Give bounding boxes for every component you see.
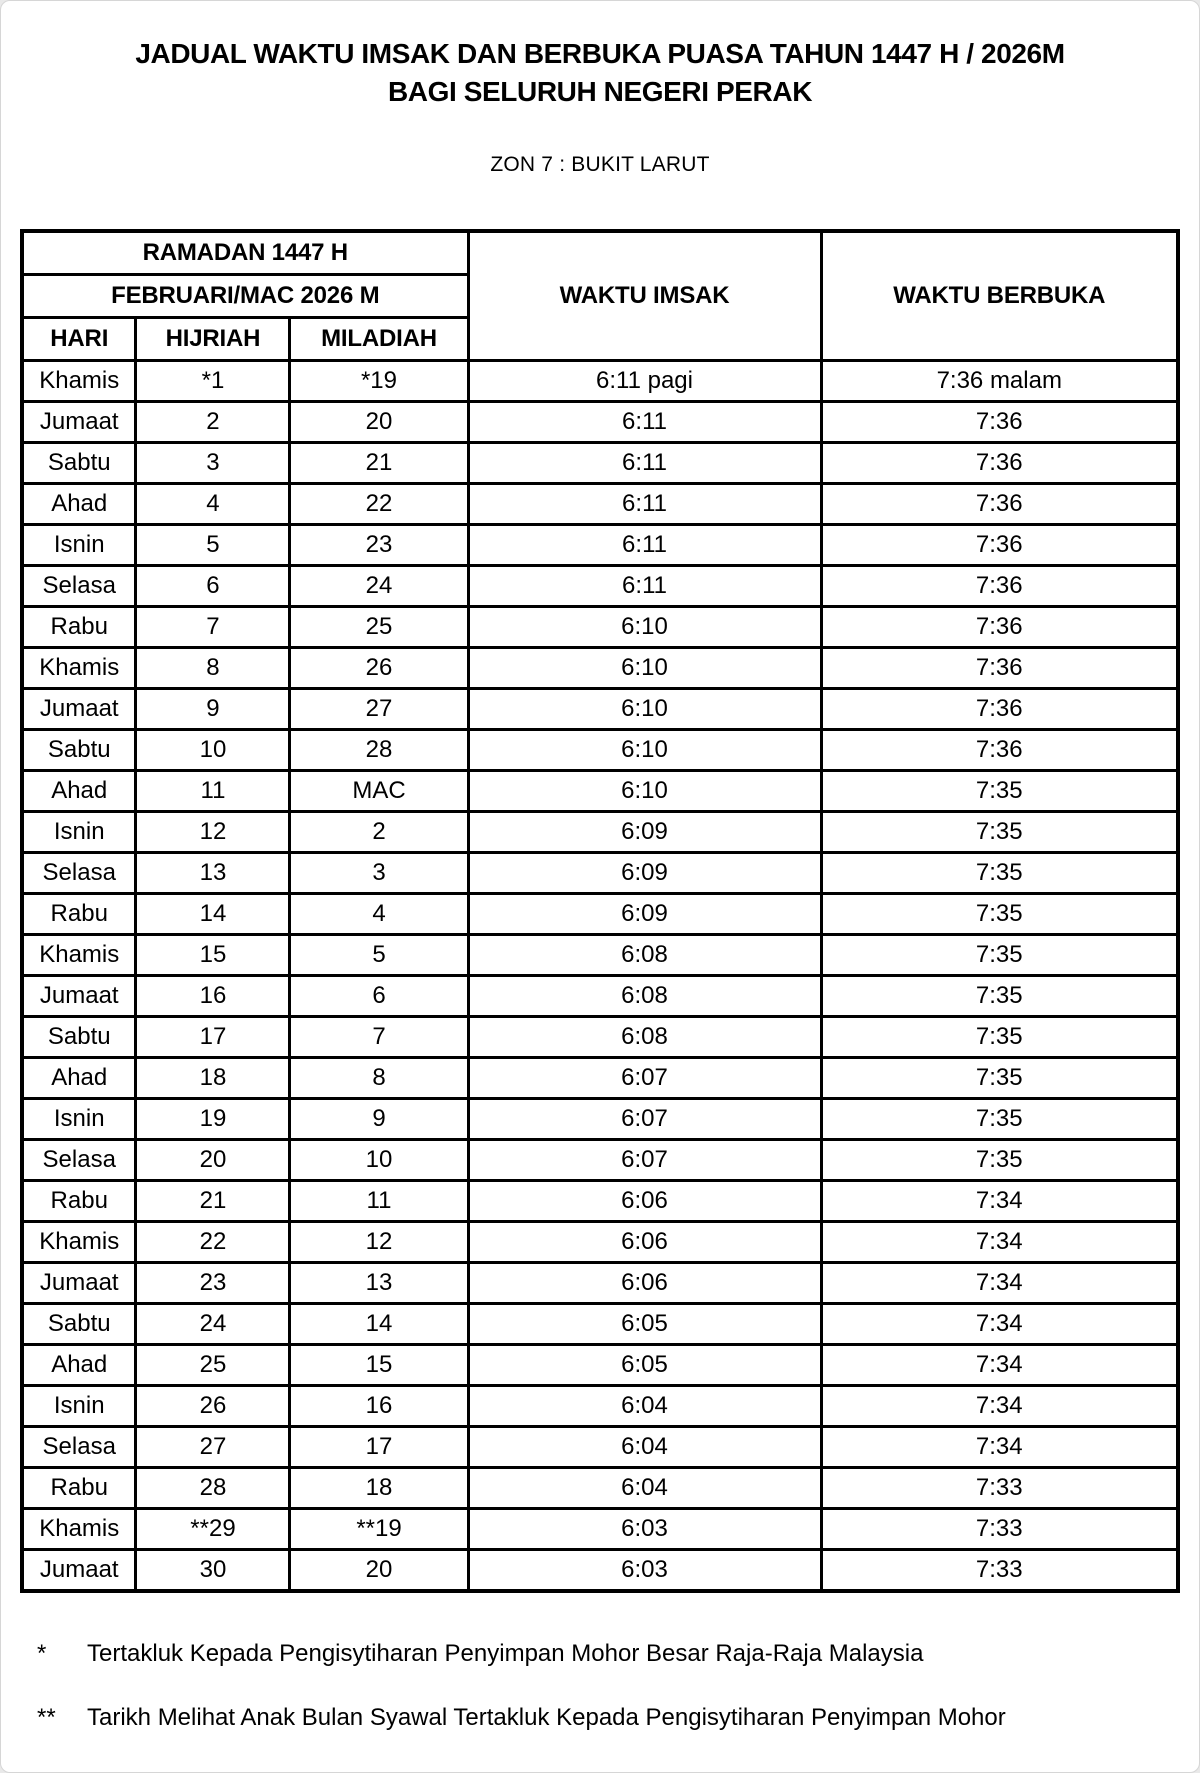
cell-miladiah: 11 <box>290 1181 468 1222</box>
cell-hari: Khamis <box>22 1222 136 1263</box>
cell-waktu-imsak: 6:11 <box>468 402 821 443</box>
cell-waktu-berbuka: 7:35 <box>821 894 1178 935</box>
cell-miladiah: 2 <box>290 812 468 853</box>
table-row <box>22 1427 1178 1468</box>
table-row <box>22 1099 1178 1140</box>
cell-waktu-imsak: 6:03 <box>468 1509 821 1550</box>
cell-waktu-imsak: 6:07 <box>468 1140 821 1181</box>
cell-miladiah: 4 <box>290 894 468 935</box>
cell-waktu-berbuka: 7:36 <box>821 443 1178 484</box>
cell-hijriah: 17 <box>136 1017 290 1058</box>
table-row <box>22 812 1178 853</box>
table-row <box>22 1550 1178 1592</box>
table-row <box>22 525 1178 566</box>
cell-miladiah: 27 <box>290 689 468 730</box>
footnote-double-asterisk <box>37 1703 1199 1733</box>
table-row <box>22 443 1178 484</box>
cell-hijriah: 13 <box>136 853 290 894</box>
cell-miladiah: 18 <box>290 1468 468 1509</box>
cell-hari: Isnin <box>22 1099 136 1140</box>
title-line-2: BAGI SELURUH NEGERI PERAK <box>387 76 813 107</box>
cell-waktu-berbuka: 7:36 <box>821 402 1178 443</box>
table-row <box>22 1386 1178 1427</box>
zone-label: ZON 7 : BUKIT LARUT <box>490 153 710 176</box>
cell-waktu-imsak: 6:10 <box>468 689 821 730</box>
table-row <box>22 361 1178 402</box>
cell-waktu-imsak: 6:08 <box>468 1017 821 1058</box>
cell-hari: Jumaat <box>22 1550 136 1592</box>
cell-hari: Selasa <box>22 853 136 894</box>
cell-hijriah: 11 <box>136 771 290 812</box>
cell-waktu-berbuka: 7:34 <box>821 1181 1178 1222</box>
cell-waktu-imsak: 6:10 <box>468 730 821 771</box>
cell-miladiah: 25 <box>290 607 468 648</box>
cell-waktu-imsak: 6:06 <box>468 1181 821 1222</box>
cell-hari: Rabu <box>22 1181 136 1222</box>
cell-hari: Selasa <box>22 1427 136 1468</box>
cell-waktu-berbuka: 7:34 <box>821 1345 1178 1386</box>
footnotes <box>37 1639 1199 1733</box>
table-row <box>22 1017 1178 1058</box>
cell-waktu-imsak: 6:05 <box>468 1304 821 1345</box>
cell-hari: Khamis <box>22 648 136 689</box>
cell-hijriah: 20 <box>136 1140 290 1181</box>
cell-miladiah: 9 <box>290 1099 468 1140</box>
cell-waktu-berbuka: 7:33 <box>821 1509 1178 1550</box>
cell-miladiah: 8 <box>290 1058 468 1099</box>
cell-waktu-imsak: 6:11 <box>468 525 821 566</box>
table-row <box>22 1304 1178 1345</box>
cell-hari: Ahad <box>22 1058 136 1099</box>
table-row <box>22 1140 1178 1181</box>
cell-waktu-imsak: 6:05 <box>468 1345 821 1386</box>
cell-waktu-berbuka: 7:36 <box>821 648 1178 689</box>
cell-waktu-imsak: 6:08 <box>468 935 821 976</box>
cell-hijriah: 12 <box>136 812 290 853</box>
cell-waktu-imsak: 6:06 <box>468 1263 821 1304</box>
cell-hijriah: 25 <box>136 1345 290 1386</box>
cell-waktu-berbuka: 7:36 <box>821 566 1178 607</box>
cell-hari: Jumaat <box>22 1263 136 1304</box>
cell-hari: Khamis <box>22 935 136 976</box>
table-row <box>22 853 1178 894</box>
header-col-gregorian: MILADIAH <box>290 318 468 361</box>
table-row <box>22 566 1178 607</box>
table-row <box>22 1058 1178 1099</box>
cell-hari: Sabtu <box>22 730 136 771</box>
cell-waktu-berbuka: 7:36 <box>821 484 1178 525</box>
cell-miladiah: 15 <box>290 1345 468 1386</box>
cell-waktu-berbuka: 7:35 <box>821 812 1178 853</box>
cell-hari: Rabu <box>22 894 136 935</box>
document-title <box>1 1 1199 111</box>
cell-waktu-berbuka: 7:35 <box>821 771 1178 812</box>
cell-hijriah: 7 <box>136 607 290 648</box>
cell-waktu-imsak: 6:11 <box>468 484 821 525</box>
table-row <box>22 648 1178 689</box>
cell-hari: Isnin <box>22 525 136 566</box>
cell-hijriah: 30 <box>136 1550 290 1592</box>
cell-waktu-berbuka: 7:36 <box>821 689 1178 730</box>
cell-hari: Ahad <box>22 1345 136 1386</box>
cell-waktu-imsak: 6:04 <box>468 1386 821 1427</box>
cell-hijriah: 10 <box>136 730 290 771</box>
cell-hari: Selasa <box>22 566 136 607</box>
table-row <box>22 935 1178 976</box>
cell-waktu-imsak: 6:10 <box>468 771 821 812</box>
cell-hari: Jumaat <box>22 402 136 443</box>
cell-hari: Isnin <box>22 1386 136 1427</box>
cell-waktu-imsak: 6:11 <box>468 443 821 484</box>
cell-waktu-berbuka: 7:35 <box>821 935 1178 976</box>
table-row <box>22 1345 1178 1386</box>
cell-miladiah: 26 <box>290 648 468 689</box>
cell-hijriah: *1 <box>136 361 290 402</box>
cell-hijriah: 21 <box>136 1181 290 1222</box>
table-row <box>22 1509 1178 1550</box>
cell-miladiah: MAC <box>290 771 468 812</box>
cell-miladiah: 3 <box>290 853 468 894</box>
cell-miladiah: 14 <box>290 1304 468 1345</box>
cell-hijriah: 5 <box>136 525 290 566</box>
cell-miladiah: 20 <box>290 1550 468 1592</box>
cell-waktu-berbuka: 7:35 <box>821 1017 1178 1058</box>
cell-waktu-berbuka: 7:34 <box>821 1304 1178 1345</box>
cell-hijriah: 18 <box>136 1058 290 1099</box>
table-row <box>22 689 1178 730</box>
cell-hijriah: 9 <box>136 689 290 730</box>
cell-miladiah: 23 <box>290 525 468 566</box>
table-row <box>22 1222 1178 1263</box>
cell-miladiah: 21 <box>290 443 468 484</box>
cell-hijriah: 16 <box>136 976 290 1017</box>
cell-waktu-imsak: 6:06 <box>468 1222 821 1263</box>
cell-hijriah: 14 <box>136 894 290 935</box>
footnote-marker: ** <box>37 1704 56 1731</box>
cell-hijriah: 24 <box>136 1304 290 1345</box>
cell-waktu-berbuka: 7:36 <box>821 607 1178 648</box>
table-row <box>22 1263 1178 1304</box>
cell-hijriah: **29 <box>136 1509 290 1550</box>
header-col-hijri: HIJRIAH <box>136 318 290 361</box>
table-row <box>22 484 1178 525</box>
table-row <box>22 730 1178 771</box>
header-row-hijri-month <box>22 231 1178 275</box>
table-header <box>22 231 1178 361</box>
cell-waktu-imsak: 6:03 <box>468 1550 821 1592</box>
cell-waktu-berbuka: 7:36 malam <box>821 361 1178 402</box>
cell-waktu-berbuka: 7:33 <box>821 1550 1178 1592</box>
header-month-gregorian: FEBRUARI/MAC 2026 M <box>22 275 468 318</box>
imsak-schedule-table <box>20 229 1180 1593</box>
cell-hari: Ahad <box>22 484 136 525</box>
cell-waktu-imsak: 6:09 <box>468 812 821 853</box>
footnote-single-asterisk <box>37 1639 1199 1669</box>
cell-hijriah: 2 <box>136 402 290 443</box>
cell-waktu-berbuka: 7:34 <box>821 1222 1178 1263</box>
cell-miladiah: 28 <box>290 730 468 771</box>
header-col-berbuka: WAKTU BERBUKA <box>821 231 1178 361</box>
cell-hijriah: 22 <box>136 1222 290 1263</box>
cell-waktu-imsak: 6:10 <box>468 607 821 648</box>
cell-hijriah: 8 <box>136 648 290 689</box>
cell-miladiah: 16 <box>290 1386 468 1427</box>
cell-hari: Jumaat <box>22 976 136 1017</box>
cell-waktu-imsak: 6:08 <box>468 976 821 1017</box>
cell-hijriah: 23 <box>136 1263 290 1304</box>
cell-hijriah: 28 <box>136 1468 290 1509</box>
cell-hari: Sabtu <box>22 443 136 484</box>
cell-waktu-berbuka: 7:35 <box>821 1140 1178 1181</box>
cell-waktu-berbuka: 7:35 <box>821 1099 1178 1140</box>
cell-miladiah: 17 <box>290 1427 468 1468</box>
cell-waktu-berbuka: 7:36 <box>821 525 1178 566</box>
header-month-hijri: RAMADAN 1447 H <box>22 231 468 275</box>
cell-waktu-imsak: 6:04 <box>468 1468 821 1509</box>
cell-waktu-imsak: 6:07 <box>468 1058 821 1099</box>
cell-waktu-berbuka: 7:34 <box>821 1263 1178 1304</box>
cell-hari: Sabtu <box>22 1017 136 1058</box>
cell-waktu-imsak: 6:10 <box>468 648 821 689</box>
cell-hijriah: 6 <box>136 566 290 607</box>
cell-hari: Rabu <box>22 1468 136 1509</box>
cell-miladiah: 6 <box>290 976 468 1017</box>
cell-miladiah: 24 <box>290 566 468 607</box>
cell-miladiah: 13 <box>290 1263 468 1304</box>
cell-waktu-berbuka: 7:34 <box>821 1386 1178 1427</box>
cell-hijriah: 27 <box>136 1427 290 1468</box>
cell-hijriah: 3 <box>136 443 290 484</box>
footnote-marker: * <box>37 1640 47 1667</box>
cell-miladiah: *19 <box>290 361 468 402</box>
cell-waktu-berbuka: 7:34 <box>821 1427 1178 1468</box>
cell-hijriah: 19 <box>136 1099 290 1140</box>
cell-waktu-imsak: 6:04 <box>468 1427 821 1468</box>
table-row <box>22 771 1178 812</box>
footnote-text: Tertakluk Kepada Pengisytiharan Penyimpan Mohor Besar Raja-Raja Malaysia <box>87 1640 924 1667</box>
header-col-imsak: WAKTU IMSAK <box>468 231 821 361</box>
cell-hari: Sabtu <box>22 1304 136 1345</box>
table-row <box>22 976 1178 1017</box>
table-row <box>22 894 1178 935</box>
cell-waktu-imsak: 6:11 pagi <box>468 361 821 402</box>
cell-waktu-imsak: 6:09 <box>468 894 821 935</box>
cell-miladiah: 22 <box>290 484 468 525</box>
cell-hari: Rabu <box>22 607 136 648</box>
cell-hari: Khamis <box>22 1509 136 1550</box>
cell-miladiah: 12 <box>290 1222 468 1263</box>
header-col-day: HARI <box>22 318 136 361</box>
cell-miladiah: 5 <box>290 935 468 976</box>
cell-hijriah: 15 <box>136 935 290 976</box>
cell-waktu-berbuka: 7:35 <box>821 853 1178 894</box>
table-row <box>22 607 1178 648</box>
cell-hari: Isnin <box>22 812 136 853</box>
cell-hari: Ahad <box>22 771 136 812</box>
cell-waktu-berbuka: 7:35 <box>821 1058 1178 1099</box>
cell-waktu-imsak: 6:09 <box>468 853 821 894</box>
cell-hijriah: 26 <box>136 1386 290 1427</box>
cell-waktu-berbuka: 7:33 <box>821 1468 1178 1509</box>
cell-hari: Selasa <box>22 1140 136 1181</box>
cell-miladiah: 7 <box>290 1017 468 1058</box>
cell-hijriah: 4 <box>136 484 290 525</box>
cell-waktu-berbuka: 7:36 <box>821 730 1178 771</box>
cell-miladiah: **19 <box>290 1509 468 1550</box>
cell-hari: Jumaat <box>22 689 136 730</box>
title-line-1: JADUAL WAKTU IMSAK DAN BERBUKA PUASA TAHUN 1447 H / 2026M <box>135 38 1065 69</box>
cell-miladiah: 10 <box>290 1140 468 1181</box>
cell-hari: Khamis <box>22 361 136 402</box>
table-row <box>22 402 1178 443</box>
cell-waktu-berbuka: 7:35 <box>821 976 1178 1017</box>
table-row <box>22 1181 1178 1222</box>
schedule-body <box>22 361 1178 1592</box>
footnote-text: Tarikh Melihat Anak Bulan Syawal Tertakluk Kepada Pengisytiharan Penyimpan Mohor <box>87 1704 1006 1731</box>
table-row <box>22 1468 1178 1509</box>
cell-waktu-imsak: 6:07 <box>468 1099 821 1140</box>
cell-waktu-imsak: 6:11 <box>468 566 821 607</box>
cell-miladiah: 20 <box>290 402 468 443</box>
